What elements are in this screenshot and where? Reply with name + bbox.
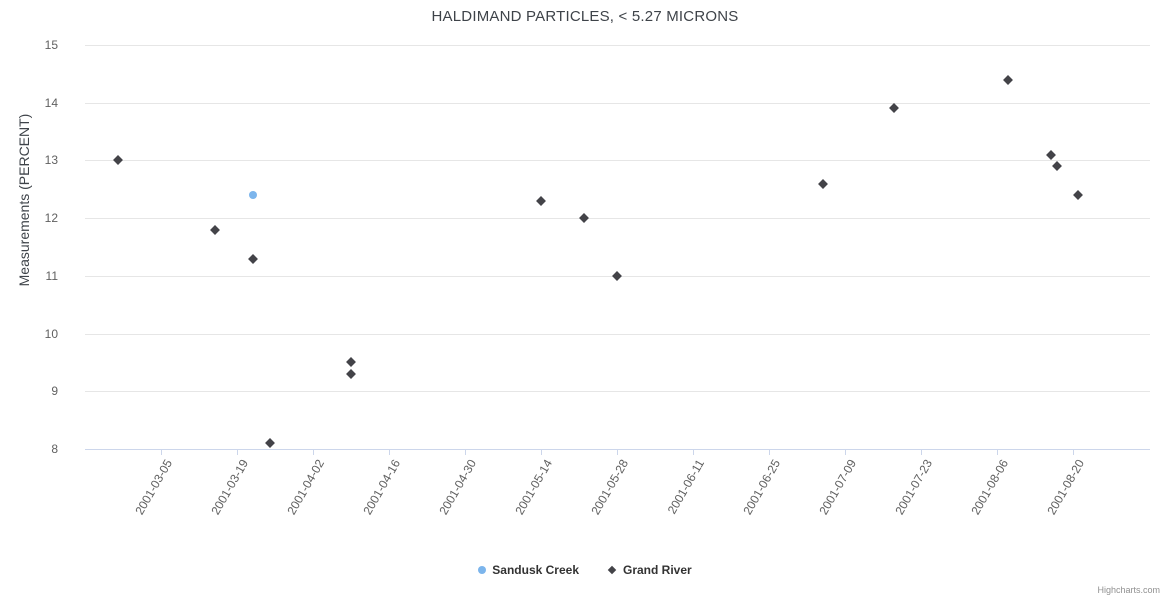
- data-point[interactable]: [1073, 190, 1083, 200]
- x-axis-tick-label: 2001-04-16: [360, 457, 404, 518]
- x-axis-tick-mark: [541, 449, 542, 455]
- data-point[interactable]: [210, 225, 220, 235]
- data-point[interactable]: [265, 438, 275, 448]
- data-point[interactable]: [889, 104, 899, 114]
- y-gridline: [85, 334, 1150, 335]
- x-axis-tick-mark: [389, 449, 390, 455]
- data-point[interactable]: [248, 254, 258, 264]
- credits-label: Highcharts.com: [1097, 585, 1160, 595]
- data-point[interactable]: [113, 155, 123, 165]
- data-point[interactable]: [818, 179, 828, 189]
- y-axis-tick-label: 9: [51, 384, 58, 399]
- data-point[interactable]: [346, 357, 356, 367]
- x-axis-tick-label: 2001-06-11: [664, 457, 708, 517]
- x-axis-tick-label: 2001-04-02: [284, 457, 328, 518]
- y-axis-tick-label: 11: [45, 268, 58, 283]
- data-point[interactable]: [1046, 150, 1056, 160]
- x-axis-tick-label: 2001-05-14: [512, 457, 556, 518]
- data-point[interactable]: [1003, 75, 1013, 85]
- legend-circle-icon: [478, 566, 486, 574]
- data-point[interactable]: [249, 191, 257, 199]
- y-gridline: [85, 103, 1150, 104]
- data-point[interactable]: [612, 271, 622, 281]
- plot-area: [44, 38, 1150, 456]
- y-axis-tick-label: 10: [44, 326, 58, 341]
- legend-diamond-icon: [608, 566, 616, 574]
- data-point[interactable]: [1052, 161, 1062, 171]
- x-axis-tick-mark: [769, 449, 770, 455]
- legend-item[interactable]: [478, 562, 579, 577]
- y-gridline: [85, 391, 1150, 392]
- y-axis-tick-label: 8: [51, 442, 58, 456]
- y-axis-title: Measurements (PERCENT): [16, 113, 32, 287]
- x-axis-tick-label: 2001-08-20: [1044, 457, 1088, 518]
- y-gridline: [85, 160, 1150, 161]
- x-axis-tick-label: 2001-03-05: [132, 457, 176, 518]
- y-axis-tick-label: 12: [44, 211, 58, 226]
- x-axis-tick-mark: [693, 449, 694, 455]
- legend-label: Sandusk Creek: [492, 563, 579, 578]
- x-axis-tick-label: 2001-04-30: [436, 457, 480, 518]
- y-axis-tick-label: 14: [44, 95, 58, 110]
- legend-label: Grand River: [623, 563, 692, 578]
- y-gridline: [85, 45, 1150, 46]
- x-axis-tick-label: 2001-07-09: [816, 457, 860, 518]
- x-axis-tick-mark: [617, 449, 618, 455]
- data-point[interactable]: [536, 196, 546, 206]
- y-axis-tick-label: 15: [44, 38, 58, 52]
- x-axis-tick-label: 2001-06-25: [740, 457, 784, 518]
- data-point[interactable]: [579, 213, 589, 223]
- x-axis-tick-mark: [313, 449, 314, 455]
- chart-title: HALDIMAND PARTICLES, < 5.27 MICRONS: [431, 8, 739, 25]
- legend-item[interactable]: [607, 562, 692, 577]
- chart-legend: [0, 562, 1170, 577]
- data-point[interactable]: [346, 369, 356, 379]
- x-axis-tick-mark: [1073, 449, 1074, 455]
- x-axis-tick-mark: [921, 449, 922, 455]
- x-axis-tick-mark: [161, 449, 162, 455]
- x-axis-tick-mark: [845, 449, 846, 455]
- x-axis-tick-mark: [465, 449, 466, 455]
- x-axis-tick-label: 2001-05-28: [588, 457, 632, 518]
- y-axis-tick-label: 13: [44, 153, 58, 168]
- x-axis-tick-mark: [237, 449, 238, 455]
- x-axis-tick-label: 2001-03-19: [208, 457, 252, 518]
- x-axis-tick-label: 2001-07-23: [892, 457, 936, 518]
- x-axis-tick-label: 2001-08-06: [968, 457, 1012, 518]
- y-gridline: [85, 218, 1150, 219]
- x-axis-tick-mark: [997, 449, 998, 455]
